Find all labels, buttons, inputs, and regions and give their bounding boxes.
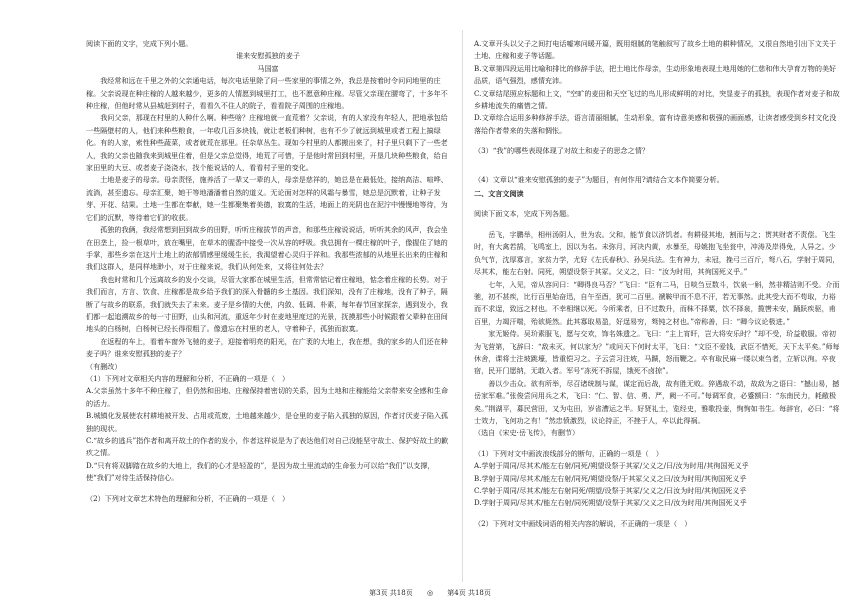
question-2-option-d: D.文章综合运用多种修辞手法，语言清丽细腻，生动形象，富有诗意美感和极强的画面感，让读者感受到乡村文化没落给作者带来的失落和惆怅。 [474,113,837,135]
essay-paragraph: 我也时常和几个远离故乡的发小交谈，尽管大家都在城里生活，但常常惦记着庄稼地，惦念着庄稼的长势。对于我们而言，方言、饮食、庄稼都是故乡给予我们的深入骨髓的乡土基因。我们深知，没有了庄稼地，没有了种子，隔断了与故乡的联系，我们就失去了未来。麦子是乡情的大使，内敛、低调、朴素，每年春节回家探亲，遇到发小，我们都一起追溯故乡的每一寸田野，山头和河流，重返年少时在麦地里度过的光景，抚摸那些小时候跟着父辈种在田间地头的白杨树，白杨树已经长得很粗了。像遗忘在村里的老人，守着种子，孤独而寂寞。 [86,274,448,334]
left-column [86,38,450,505]
question-1-option-b: B.城镇化发展使农村耕地被开发、占用或荒废，土地越来越少，是仓里的麦子陷入孤独的原因，作者讨厌麦子陷入孤独的现状。 [86,411,449,433]
question-6: （2）下列对文中画线词语的相关内容的解说，不正确的一项是（ ） [474,518,692,528]
essay-paragraph: 我经常和远在千里之外的父亲通电话，每次电话里除了问一些家里的事情之外，我总是按着时令问问地里的庄稼。父亲说现在种庄稼的人越来越少，更多的人情愿到城里打工，也不愿意种庄稼。尽管父亲现在腰弯了，十多年不种庄稼，但他时常从县城赶到村子，看看久不住人的院子，看看院子周围的庄稼地。 [86,76,448,111]
question-5-option-c: C.学射于周同/尽其术/能左右射同死/朔望/设祭于其冢/父义之/曰汝为时用/其徇国死义乎 [474,486,747,495]
classical-paragraph: 七年，入见，帝从容问曰：“卿得良马否？”飞曰：“臣有二马，日啖刍豆数斗，饮泉一斛，然非精洁则不受。介而驰，初不甚疾，比行百里始奋迅，自午至酉，犹可二百里。褫鞍甲而不息不汗，若无事然。此其受大而不苟取，力裕而不求逞，致远之材也。不幸相继以死。今所乘者，日不过数升，而秣不择粟，饮不择泉，揽辔未安，踊跃疾驱，甫百里，力竭汗喘，殆欲毙然。此其寡取易盈，好逞易穷，驽钝之材也。”帝称善，曰：“卿今议论极进。” [474,279,840,326]
question-2-option-b: B.文章第四段运用比喻和排比的修辞手法，把土地比作母亲，生动形象地表现土地用她的仁慈和伟大孕育万物的美好品质，语气强烈，感情充沛。 [474,63,837,86]
reading-intro: 阅读下面的文字，完成下列小题。 [86,39,193,48]
question-2: （2）下列对文章艺术特色的理解和分析，不正确的一项是（ ） [86,493,290,503]
footer-center-mark: ◎ [426,589,434,597]
question-1: （1）下列对文章相关内容的理解和分析，不正确的一项是（ ） [86,373,290,383]
column-divider [462,30,463,582]
page-number-right: 第4页 共18页 [447,589,491,597]
classical-source: （选自《宋史·岳飞传》，有删节） [474,428,580,438]
question-5-option-a: A.学射于周同/尽其术/能左右射/同死/朔望设祭于其冢/父义之/曰/汝为时用/其徇国死义乎 [474,461,749,471]
essay-paragraph: 在返程的车上，看着车窗外飞驰的麦子，迎接着明亮的阳光，在广袤的大地上，我在想，我的家乡的人们还在种麦子吗？谁来安慰孤独的麦子？ [86,336,448,359]
question-5-option-b: B.学射于周同/尽其术/能左右射/同死/朔望设祭/于其冢父义之曰/汝为时用/其徇国死义乎 [474,473,747,483]
question-3: （3）“我”的哪些表现体现了对故土和麦子的思念之情？ [474,146,649,156]
question-4: （4）文章以“谁来安慰孤独的麦子”为题目，有何作用?请结合文本作简要分析。 [474,174,724,184]
page-footer [0,588,860,598]
essay-author: 马国富 [257,63,279,73]
essay-source: （有删改） [86,361,122,371]
question-5-option-d: D.学射于周同/尽其术/能左右射/同死朔望/设祭于其冢/父义之曰/汝为时用/其徇国死义乎 [474,498,747,508]
page-number-left: 第3页 共18页 [369,589,413,597]
essay-paragraph: 我问父亲，那现在村里的人种什么啊。种些啥？庄稼地就一直荒着？父亲说，有的人家没有年轻人，把地承包给一些隔壁村的人，他们来种些粮食，一年收几百多块钱，就让老板们种树，也有不少了就远到城里或者工程上搞绿化。有的人家，索性种些蔬菜，或者就荒在那里。任杂草丛生。现如今村里的人都搬出来了，村子里只剩下了一些老人，我的父亲也随我来到城里住着，但是父亲总觉得，地荒了可惜，于是他时常回到村里，开垦几块种些粮食，给自家田里的大豆、或者麦子浇浇水，找个能说话的人，看看村子里的变化。 [86,113,448,173]
classical-paragraph: 岳飞，字鹏举，相州汤阴人，世为农。父和，能节食以济饥者。有耕侵其地，割而与之；贳其财者不责偿。飞生时，有大禽若鹄，飞鸣室上，因以为名。未弥月，河决内黄，水暴至，母姚抱飞坐瓮中，冲涛及岸得免，人异之。少负气节，沈厚寡言，家贫力学，尤好《左氏春秋》、孙吴兵法。生有神力，未冠，挽弓三百斤，弩八石，学射于周同，尽其术，能左右射。同死，朔望设祭于其冢。父义之，曰：“汝为时用，其徇国死义乎。” [474,229,840,277]
essay-paragraph: 孤独的我俩，我经常想到回到故乡的田野，听听庄稼拔节的声音，和那些庄稼说说话，听听其余的风声，我会坐在田垄上，捡一根草叶，放在嘴里，在草木的腥香中接受一次从容的呼吸。我总拥有一棵庄稼的叶子，像握住了她的手掌，那些乡亲在这片土地上的浓郁情感里缓缓生长，我渴望着心灵归于祥和。我那些浓郁的从地里长出来的庄稼和我们这群人，是同样地渺小，对于庄稼来说，我们从何处来，又将往何处去？ [86,225,448,272]
question-1-option-a: A.父亲虽然十多年不种庄稼了，但仍然和田地、庄稼保持着密切的关系，因为土地和庄稼能给父亲带来安全感和生命的活力。 [86,386,449,408]
question-1-option-c: C.“故乡的逃兵”指作者和离开故土的作者的发小，作者这样说是为了表达他们对自己没能坚守故土、保护好故土的歉疚之情。 [86,436,449,458]
section-intro: 阅读下面文本，完成下列各题。 [474,209,574,219]
section-heading: 二、文言文阅读 [474,189,524,199]
essay-title: 谁来安慰孤独的麦子 [236,51,300,61]
question-5: （1）下列对文中画波浪线部分的断句，正确的一项是（ ） [474,448,663,458]
question-2-option-c: C.文章结尾照应标题和上文，“空旷的麦田和天空飞过的鸟儿形成鲜明的对比，突显麦子的孤独，表现作者对麦子和故乡耕地流失的痛惜之情。 [474,88,840,111]
classical-paragraph: 善以少击众。欲有所举，尽召诸统制与谋，谋定而后战，故有胜无败。猝遇敌不动，故敌为之语曰：“撼山易，撼岳家军难。”张俊尝问用兵之术，飞曰：“仁、智、信、勇、严，阙一不可。”每调军食，必蹙额曰：“东南民力，耗敝极矣。”荆湖平，募民营田，又为屯田，岁省漕运之半。好贤礼士，览经史，雅歌投壶，恂恂如书生。每辞官，必曰：“将士效力，飞何功之有！”然忠愤激烈，议论持正，不挫于人，卒以此得祸。 [474,378,840,425]
question-2-option-a: A.文章开头以父子之间打电话嘘寒问暖开篇，既用细腻的笔触叙写了故乡土地的耕种情况，又很自然地引出下文关于土地、庄稼和麦子等话题。 [474,39,837,61]
classical-paragraph: 家无姬侍。吴玠素服飞，愿与交欢，饰名姝遗之。飞曰：“主上宵旰，岂大将安乐时？”却不受，玠益敬服。帝初为飞营第，飞辞曰：“敌未灭，何以家为？”或问天下何时太平，飞曰：“文臣不爱钱，武臣不惜死，天下太平矣。”师每休舍，课将士注坡跳壕，皆重铠习之。子云尝习注坡，马踬，怒而鞭之。卒有取民麻一缕以束刍者，立斩以徇。卒夜宿，民开门愿纳，无敢入者。军号“冻死不拆屋，饿死不卤掠”。 [474,329,840,376]
essay-paragraph: 土地是麦子的母亲。母亲责怪，施养活了一辈又一辈的人，母亲是慈祥的，她总是在最低处，接纳高洁、喧哗、流淌，甚至遗忘。母亲汇聚，她干等地潘潘着自然的道义。无论面对怎样的风霜与暴雪，她总是沉默着，让种子发芽、开花、结果。土地一生都在奉献，她一生都聚集着美德，寂寞的生活，地面上的光阴也在泥泞中慢慢地等待，为它们的沉默，等待着它们的收获。 [86,175,448,222]
question-1-option-d: D.“只有将双脚踏在故乡的大地上，我们的心才是轻盈的”，是因为故土里流动的生命张力可以给“我们”以支撑，使“我们”对待生活保持信心。 [86,460,435,483]
right-column [474,38,840,530]
